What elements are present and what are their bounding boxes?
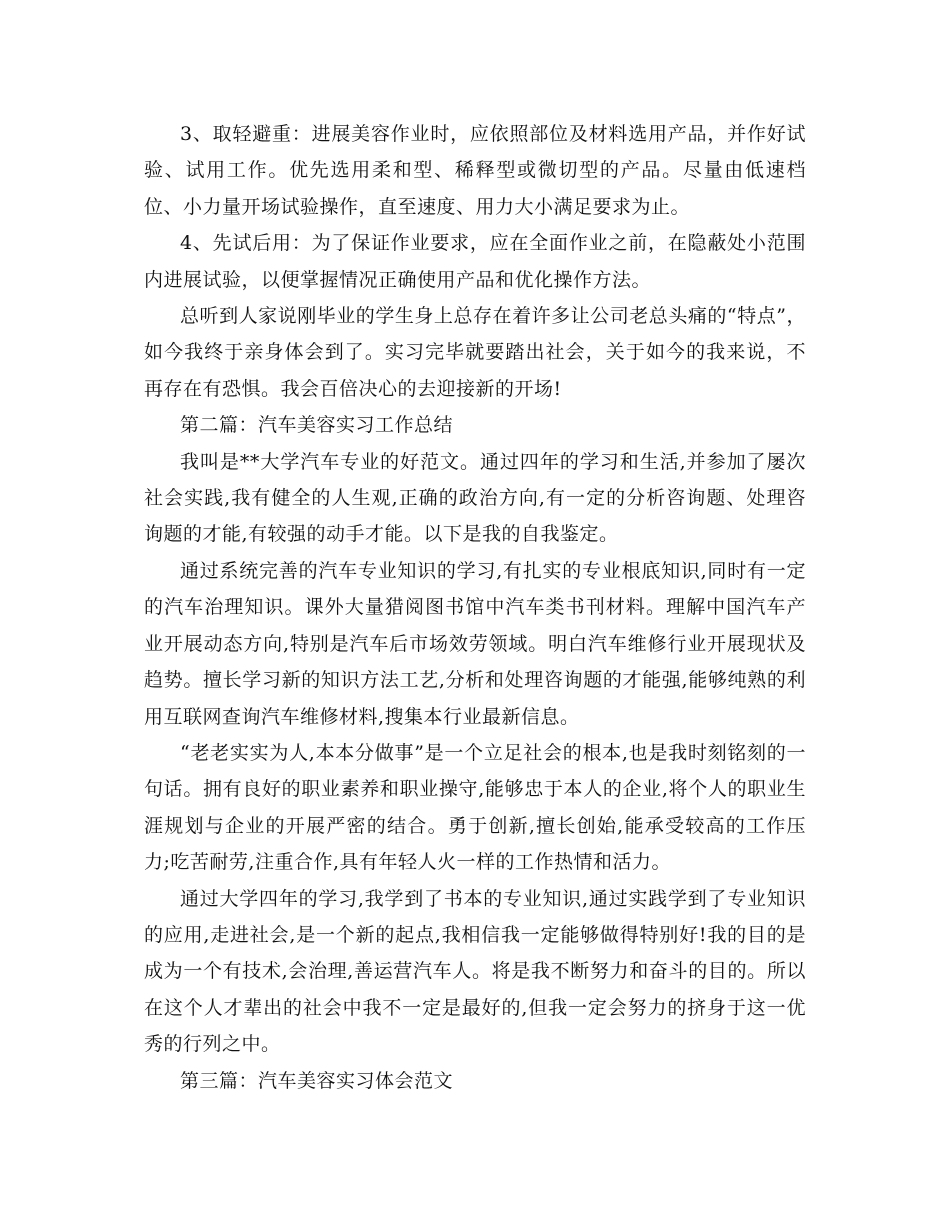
paragraph-attitude: “老老实实为人,本本分做事”是一个立足社会的根本,也是我时刻铭刻的一句话。拥有良好的职业素养和职业操守,能够忠于本人的企业,将个人的职业生涯规划与企业的开展严密的结合。勇于创新,擅长创始,能承受较高的工作压力;吃苦耐劳,注重合作,具有年轻人火一样的工作热情和活力。 [144,741,806,874]
section-heading-part-3: 第三篇：汽车美容实习体会范文 [180,1069,454,1092]
document-body [144,116,806,1099]
paragraph-goals: 通过大学四年的学习,我学到了书本的专业知识,通过实践学到了专业知识的应用,走进社会,是一个新的起点,我相信我一定能够做得特别好!我的目的是成为一个有技术,会治理,善运营汽车人。将是我不断努力和奋斗的目的。所以在这个人才辈出的社会中我不一定是最好的,但我一定会努力的挤身于这一优秀的行列之中。 [144,887,806,1056]
paragraph-intro: 我叫是**大学汽车专业的好范文。通过四年的学习和生活,并参加了屡次社会实践,我有健全的人生观,正确的政治方向,有一定的分析咨询题、处理咨询题的才能,有较强的动手才能。以下是我的自我鉴定。 [144,450,806,546]
paragraph-tip-4: 4、先试后用：为了保证作业要求，应在全面作业之前，在隐蔽处小范围内进展试验，以便掌握情况正确使用产品和优化操作方法。 [144,232,806,291]
paragraph-tip-3: 3、取轻避重：进展美容作业时，应依照部位及材料选用产品，并作好试验、试用工作。优先选用柔和型、稀释型或微切型的产品。尽量由低速档位、小力量开场试验操作，直至速度、用力大小满足要求为止。 [144,123,806,218]
paragraph-closing: 总听到人家说刚毕业的学生身上总存在着许多让公司老总头痛的“特点”，如今我终于亲身体会到了。实习完毕就要踏出社会，关于如今的我来说，不再存在有恐惧。我会百倍决心的去迎接新的开场! [144,305,806,400]
paragraph-knowledge: 通过系统完善的汽车专业知识的学习,有扎实的专业根底知识,同时有一定的汽车治理知识。课外大量猎阅图书馆中汽车类书刊材料。理解中国汽车产业开展动态方向,特别是汽车后市场效劳领域。明白汽车维修行业开展现状及趋势。擅长学习新的知识方法工艺,分析和处理咨询题的才能强,能够纯熟的利用互联网查询汽车维修材料,搜集本行业最新信息。 [144,559,806,728]
section-heading-part-2: 第二篇：汽车美容实习工作总结 [180,414,454,437]
